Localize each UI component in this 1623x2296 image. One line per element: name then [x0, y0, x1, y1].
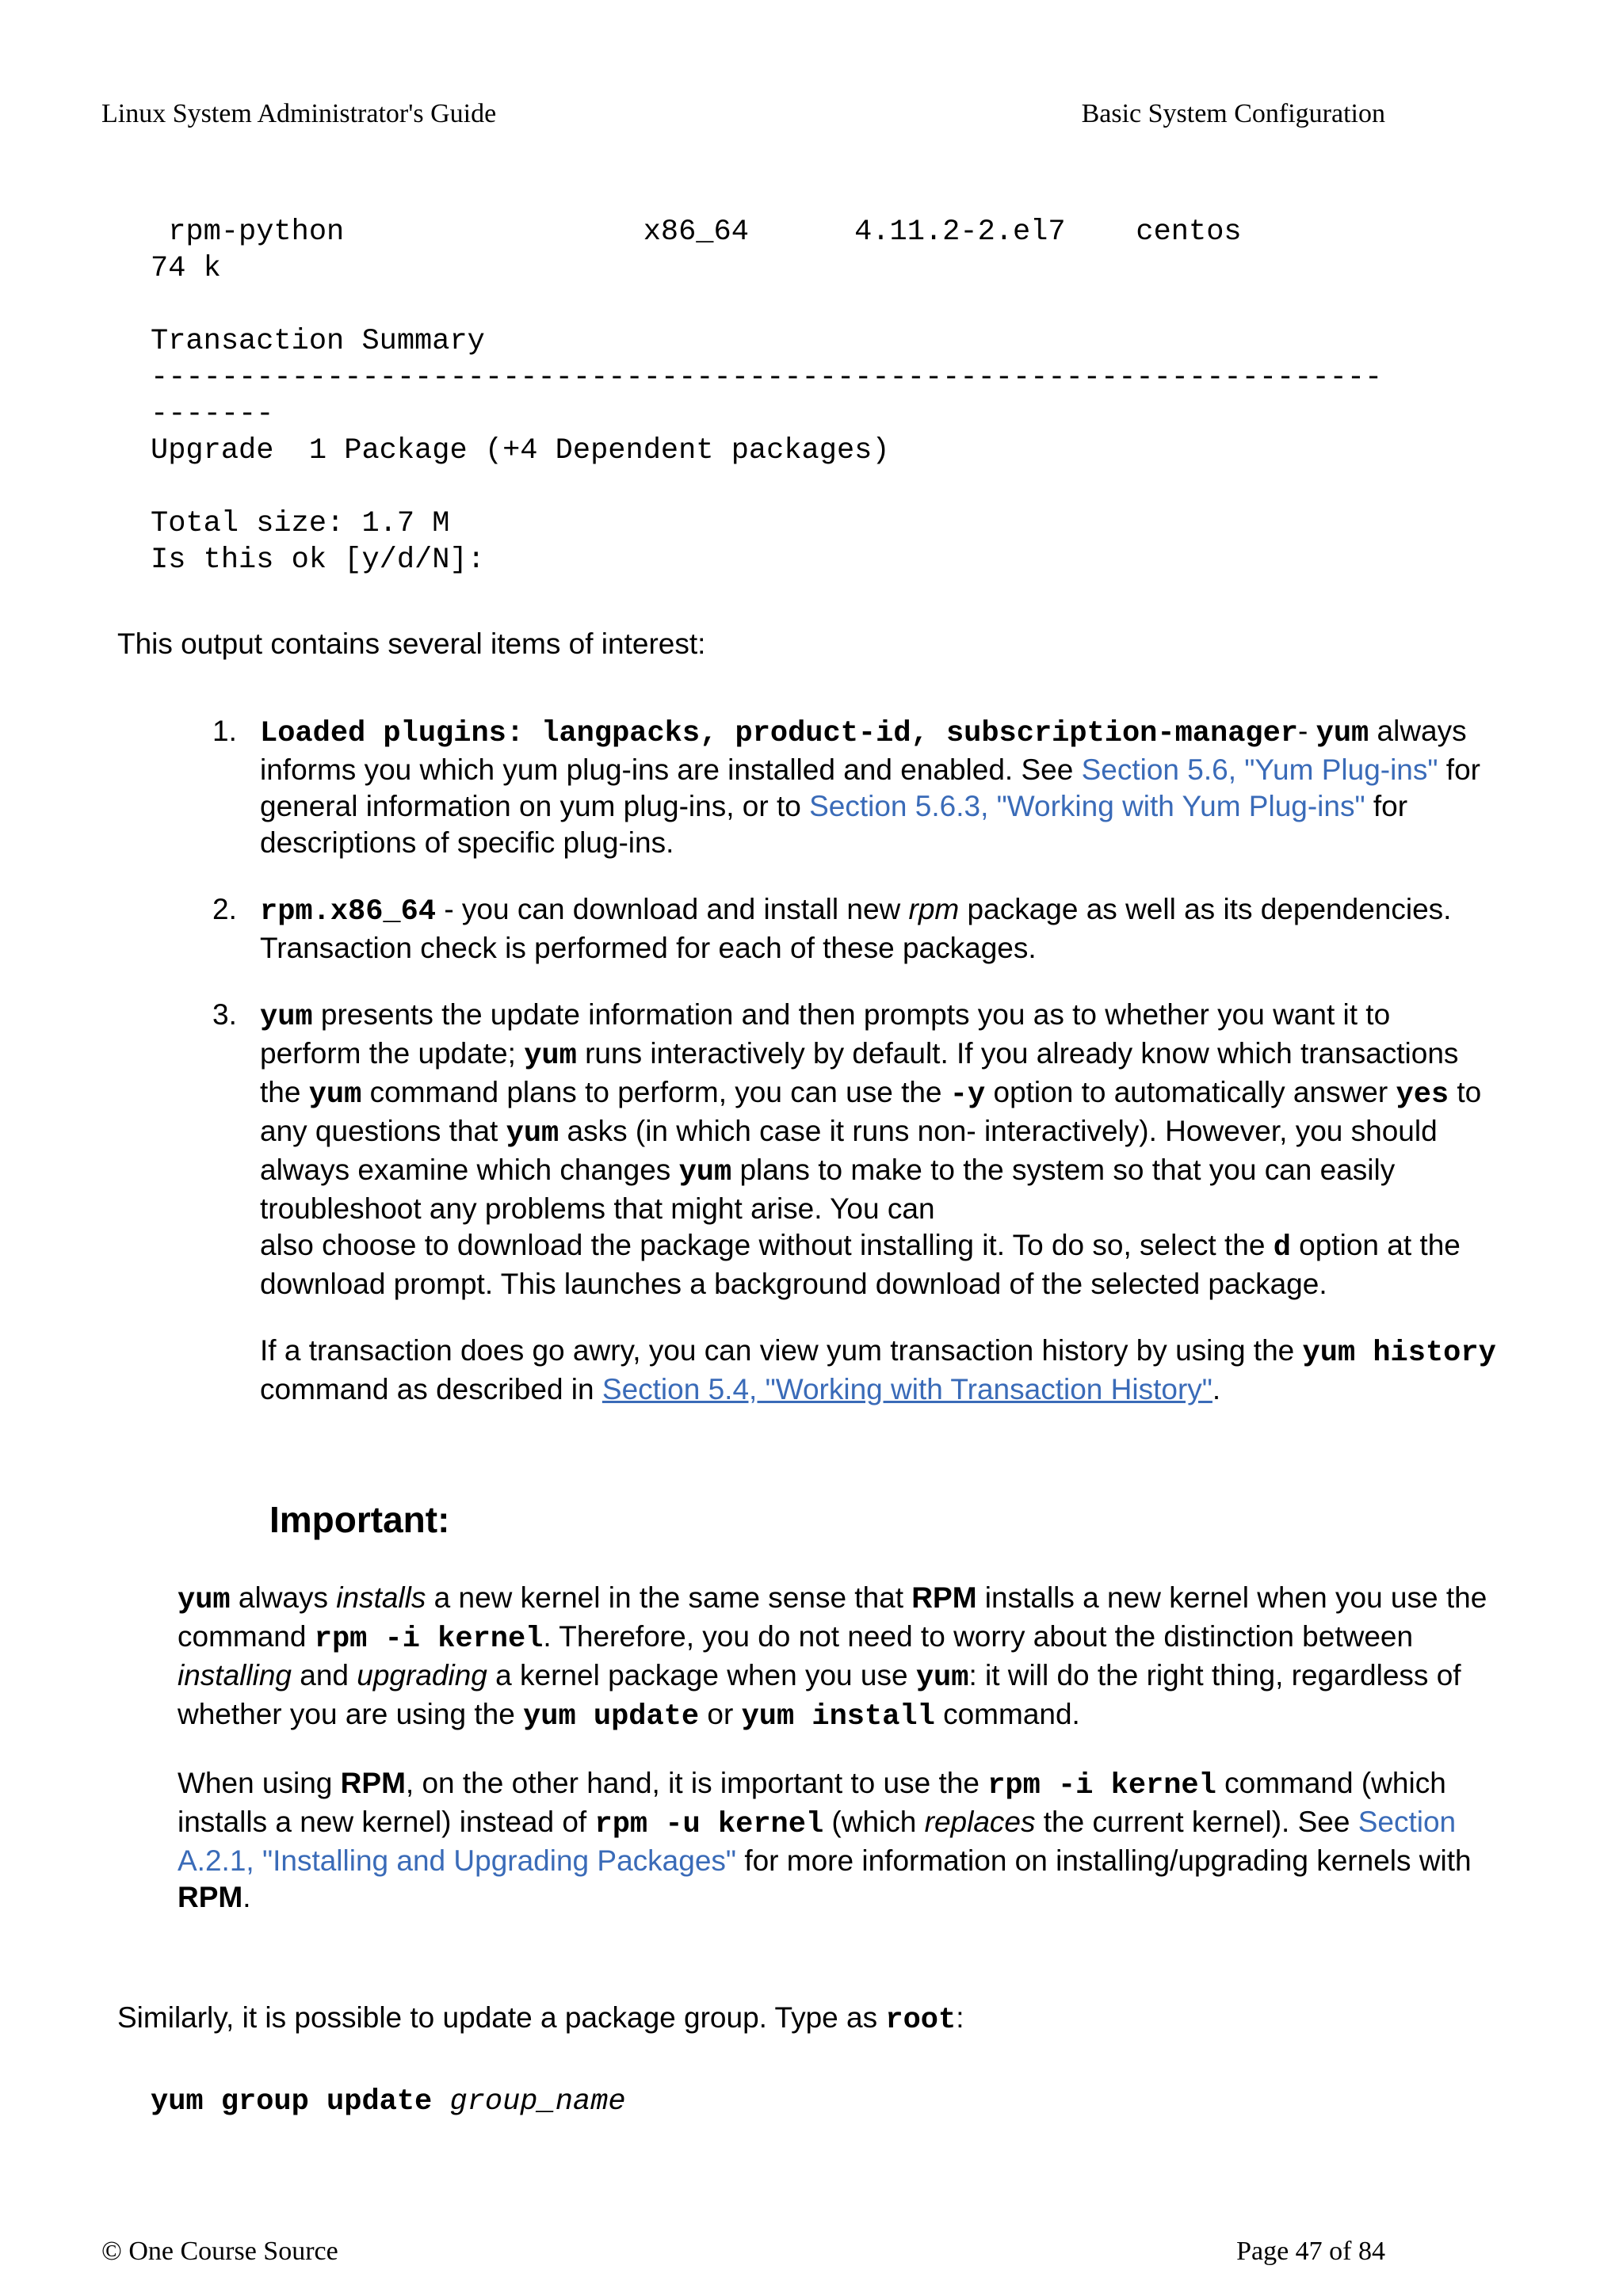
- text: a new kernel in the same sense that: [426, 1581, 912, 1614]
- text: always: [230, 1581, 337, 1614]
- text: Similarly, it is possible to update a package group. Type as: [117, 2001, 886, 2034]
- code-line: -------: [151, 398, 274, 431]
- text: the current kernel). See: [1035, 1806, 1358, 1838]
- footer-page-number: Page 47 of 84: [1236, 2237, 1385, 2266]
- inline-code: yum: [178, 1584, 231, 1617]
- important-note: [178, 1580, 1493, 1916]
- text: presents the update information and then prompts you as to whether you want it to perform the update;: [260, 998, 1391, 1070]
- header-chapter-title: Basic System Configuration: [1081, 99, 1385, 128]
- inline-code: yum install: [741, 1700, 935, 1733]
- text: a kernel package when you use: [487, 1659, 916, 1691]
- code-line: Upgrade 1 Package (+4 Dependent packages): [151, 434, 890, 467]
- list-number: 2.: [212, 893, 237, 925]
- text: installs a new kernel when you use the command: [178, 1581, 1487, 1653]
- link-working-with-plugins[interactable]: Section 5.6.3, "Working with Yum Plug-ins": [809, 790, 1365, 822]
- list-item-text: [260, 1333, 1496, 1408]
- code-line: rpm-python x86_64 4.11.2-2.el7 centos: [151, 215, 1242, 249]
- list-number: 1.: [212, 715, 237, 747]
- yum-output-block: [151, 214, 1382, 578]
- footer-copyright: © One Course Source: [101, 2237, 338, 2266]
- emphasis: replaces: [924, 1806, 1036, 1838]
- code-line: Total size: 1.7 M: [151, 507, 450, 540]
- text: plans to make to the system so that you can easily troubleshoot any problems that might arise. You can: [260, 1154, 1396, 1225]
- important-paragraph: [178, 1765, 1493, 1916]
- intro-paragraph: This output contains several items of interest:: [117, 627, 706, 660]
- inline-code: yum: [1316, 717, 1369, 750]
- inline-code: yum update: [523, 1700, 700, 1733]
- emphasis: rpm: [908, 893, 960, 925]
- bold-term: RPM: [340, 1767, 406, 1799]
- text: option at the download prompt. This launches a background download of the selected package.: [260, 1229, 1461, 1300]
- important-paragraph: [178, 1580, 1493, 1735]
- list-item: [212, 997, 1496, 1408]
- text: and: [291, 1659, 357, 1691]
- inline-code: root: [885, 2004, 957, 2037]
- code-line: 74 k: [151, 252, 221, 285]
- list-item: [212, 891, 1496, 967]
- text: When using: [178, 1767, 341, 1799]
- inline-code: yum: [506, 1117, 559, 1150]
- text: option to automatically answer: [985, 1076, 1396, 1108]
- inline-code: yes: [1396, 1078, 1449, 1112]
- bold-term: RPM: [178, 1881, 243, 1913]
- inline-code: yum history: [1302, 1337, 1496, 1370]
- inline-code: rpm -i kernel: [314, 1623, 544, 1656]
- text: command.: [934, 1698, 1080, 1730]
- text: , on the other hand, it is important to use the: [405, 1767, 988, 1799]
- group-update-command: [151, 2084, 626, 2120]
- code-line: Is this ok [y/d/N]:: [151, 543, 485, 577]
- text: command (which installs a new kernel) instead of: [178, 1767, 1446, 1838]
- inline-code: yum: [260, 1001, 313, 1034]
- bold-term: RPM: [911, 1581, 977, 1614]
- emphasis: installs: [336, 1581, 426, 1614]
- text: asks (in which case it runs non- interactively). However, you should always examine which changes: [260, 1115, 1438, 1186]
- text: also choose to download the package without installing it. To do so, select the: [260, 1229, 1274, 1261]
- emphasis: installing: [178, 1659, 292, 1691]
- text: always informs you which yum plug-ins are installed and enabled. See: [260, 715, 1467, 786]
- text: .: [242, 1881, 251, 1913]
- items-of-interest-list: [212, 713, 1496, 1438]
- text: - you can download and install new: [436, 893, 909, 925]
- inline-code: yum: [678, 1156, 732, 1189]
- list-item-text: [260, 997, 1496, 1302]
- inline-code: rpm -u kernel: [594, 1808, 824, 1841]
- inline-code: -y: [949, 1078, 986, 1112]
- text: : it will do the right thing, regardless of whether you are using the: [178, 1659, 1461, 1730]
- emphasis: upgrading: [357, 1659, 487, 1691]
- list-item: [212, 713, 1496, 861]
- text: for general information on yum plug-ins, or to: [260, 753, 1480, 822]
- list-number: 3.: [212, 998, 237, 1031]
- group-update-paragraph: [117, 2000, 964, 2039]
- text: If a transaction does go awry, you can view yum transaction history by using the: [260, 1334, 1303, 1367]
- text: .: [1212, 1373, 1221, 1405]
- link-yum-plugins[interactable]: Section 5.6, "Yum Plug-ins": [1081, 753, 1438, 786]
- text: package as well as its dependencies. Transaction check is performed for each of these packages.: [260, 893, 1452, 964]
- text: . Therefore, you do not need to worry about the distinction between: [543, 1620, 1414, 1653]
- text: runs interactively by default. If you already know which transactions the: [260, 1037, 1459, 1108]
- inline-code: yum: [524, 1039, 577, 1073]
- important-heading: Important:: [269, 1499, 450, 1540]
- inline-code: yum: [915, 1661, 969, 1695]
- text: for descriptions of specific plug-ins.: [260, 790, 1408, 859]
- inline-code: yum: [308, 1078, 362, 1112]
- link-installing-upgrading-packages[interactable]: Section A.2.1, "Installing and Upgrading Packages": [178, 1806, 1457, 1877]
- text: :: [956, 2001, 964, 2034]
- list-item-text: [260, 891, 1496, 967]
- text: to any questions that: [260, 1076, 1482, 1147]
- list-item-text: [260, 713, 1496, 861]
- code-line: Transaction Summary: [151, 325, 485, 358]
- text: (which: [823, 1806, 925, 1838]
- code-line: ----------------------------------------------------------------------: [151, 361, 1383, 395]
- inline-code: d: [1273, 1231, 1291, 1264]
- header-guide-title: Linux System Administrator's Guide: [101, 99, 497, 128]
- inline-code: rpm -i kernel: [987, 1769, 1216, 1802]
- inline-code: rpm.x86_64: [260, 895, 437, 929]
- text: command as described in: [260, 1373, 602, 1405]
- text: command plans to perform, you can use the: [361, 1076, 950, 1108]
- link-transaction-history[interactable]: Section 5.4, "Working with Transaction History": [601, 1373, 1212, 1405]
- command: yum group update: [151, 2085, 433, 2119]
- text: or: [699, 1698, 742, 1730]
- command-argument: group_name: [449, 2085, 626, 2119]
- inline-code: Loaded plugins: langpacks, product-id, subscription-manager: [260, 717, 1299, 750]
- text: for more information on installing/upgrading kernels with: [736, 1844, 1472, 1877]
- text: -: [1298, 715, 1316, 747]
